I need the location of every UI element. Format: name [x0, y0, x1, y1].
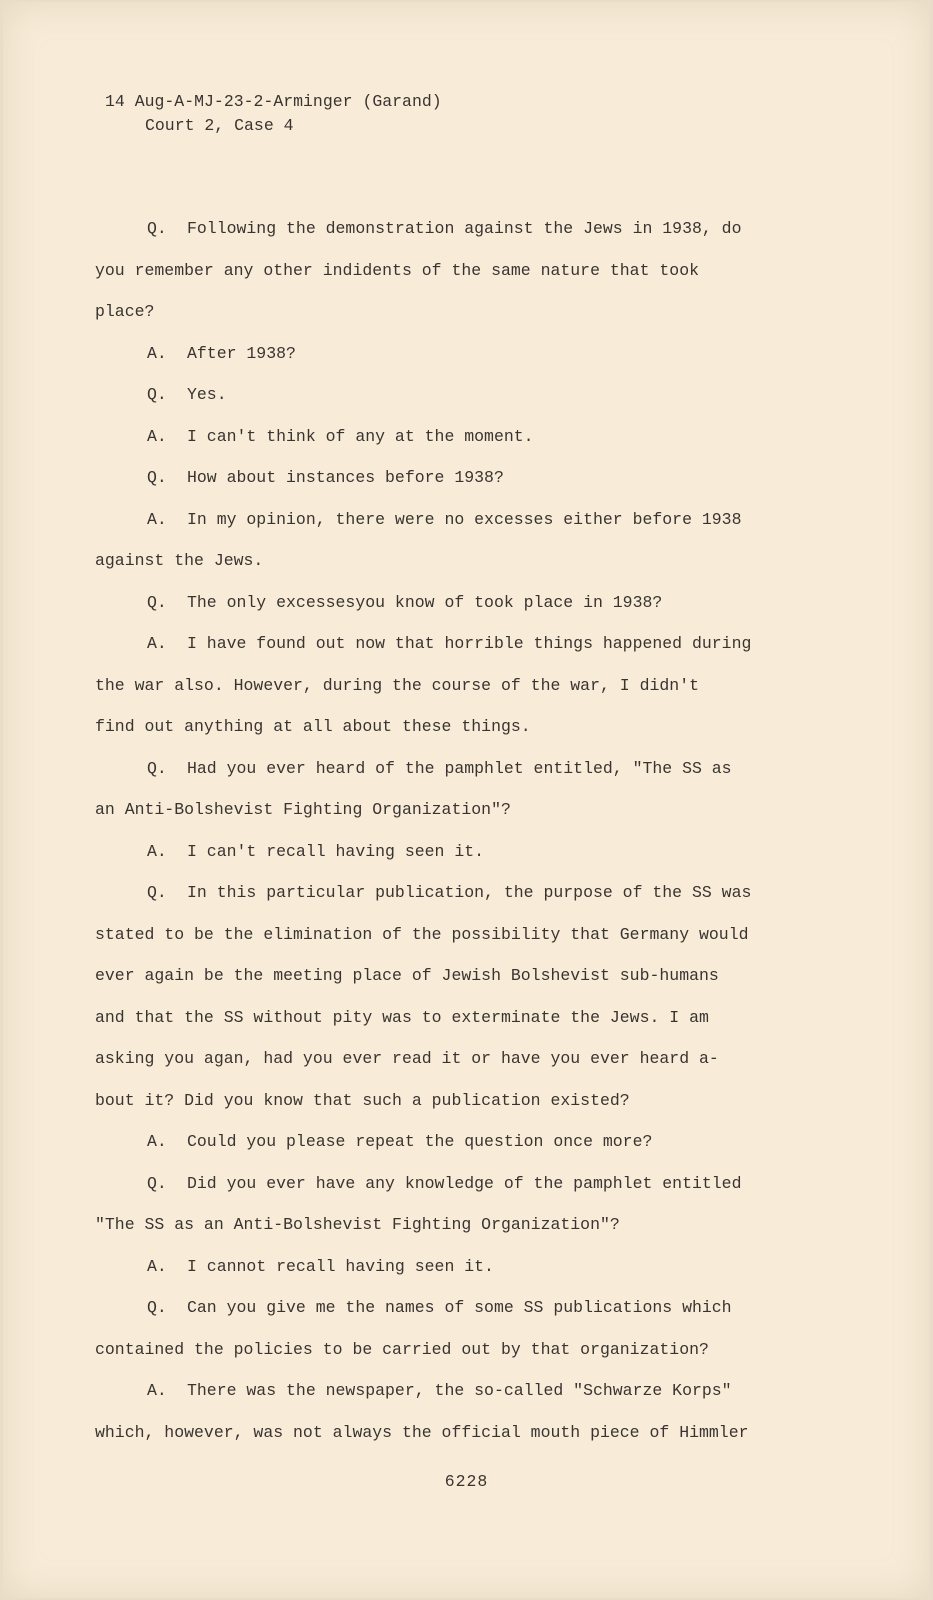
line-text: In this particular publication, the purpose of the SS was — [187, 883, 752, 902]
transcript-line — [95, 1121, 795, 1163]
line-text: you remember any other indidents of the same nature that took — [95, 260, 699, 280]
transcript-line — [95, 706, 795, 748]
question-paragraph — [95, 374, 795, 416]
document-header — [105, 90, 442, 138]
transcript-line — [95, 208, 795, 250]
transcript-line — [95, 872, 795, 914]
line-text: "The SS as an Anti-Bolshevist Fighting Organization"? — [95, 1215, 620, 1234]
line-text: bout it? Did you know that such a publication existed? — [95, 1090, 630, 1110]
transcript-line — [95, 291, 795, 333]
answer-paragraph — [95, 831, 795, 873]
line-text: The only excessesyou know of took place in 1938? — [187, 592, 663, 612]
line-text: ever again be the meeting place of Jewish Bolshevist sub-humans — [95, 966, 719, 985]
question-label: Q. — [147, 1173, 167, 1193]
answer-label: A. — [147, 426, 167, 446]
document-page — [3, 2, 930, 1598]
transcript-line — [95, 831, 795, 873]
question-paragraph — [95, 1287, 795, 1370]
line-text: an Anti-Bolshevist Fighting Organization"? — [95, 800, 511, 819]
transcript-line — [95, 1038, 795, 1080]
answer-paragraph — [95, 416, 795, 458]
transcript-line — [95, 333, 795, 375]
line-text: place? — [95, 302, 155, 321]
line-text: which, however, was not always the official mouth piece of Himmler — [95, 1422, 749, 1442]
line-text: How about instances before 1938? — [187, 468, 504, 487]
question-paragraph — [95, 748, 795, 831]
answer-paragraph — [95, 1121, 795, 1163]
transcript-line — [95, 748, 795, 790]
line-text: After 1938? — [187, 343, 296, 363]
transcript-line — [95, 457, 795, 499]
line-text: Could you please repeat the question once more? — [187, 1132, 653, 1151]
transcript-line — [95, 1163, 795, 1205]
page-number: 6228 — [444, 1472, 489, 1491]
transcript-line — [95, 582, 795, 624]
question-label: Q. — [147, 1298, 167, 1317]
line-text: find out anything at all about these things. — [95, 717, 531, 736]
answer-paragraph — [95, 1370, 795, 1453]
transcript-line — [95, 1370, 795, 1412]
transcript-line — [95, 955, 795, 997]
transcript-line — [95, 1287, 795, 1329]
line-text: asking you agan, had you ever read it or have you ever heard a- — [95, 1049, 719, 1068]
header-case-reference: 14 Aug-A-MJ-23-2-Arminger (Garand) — [105, 92, 442, 111]
answer-label: A. — [147, 1132, 167, 1151]
line-text: In my opinion, there were no excesses either before 1938 — [187, 509, 742, 529]
line-text: Had you ever heard of the pamphlet entitled, "The SS as — [187, 758, 732, 778]
question-label: Q. — [147, 385, 167, 404]
question-label: Q. — [147, 758, 167, 778]
answer-paragraph — [95, 1246, 795, 1288]
transcript-line — [95, 1246, 795, 1288]
question-label: Q. — [147, 219, 167, 238]
transcript-line — [95, 1080, 795, 1122]
line-text: Can you give me the names of some SS publications which — [187, 1298, 732, 1317]
transcript-line — [95, 789, 795, 831]
line-text: Yes. — [187, 385, 227, 404]
question-paragraph — [95, 582, 795, 624]
transcript-line — [95, 1412, 795, 1454]
question-label: Q. — [147, 883, 167, 902]
transcript-line — [95, 1204, 795, 1246]
line-text: I can't recall having seen it. — [187, 841, 485, 861]
line-text: Following the demonstration against the Jews in 1938, do — [187, 219, 742, 238]
answer-label: A. — [147, 343, 167, 363]
question-paragraph — [95, 1163, 795, 1246]
answer-paragraph — [95, 499, 795, 582]
answer-label: A. — [147, 1256, 167, 1276]
transcript-line — [95, 665, 795, 707]
answer-label: A. — [147, 509, 167, 529]
transcript-line — [95, 374, 795, 416]
line-text: and that the SS without pity was to exterminate the Jews. I am — [95, 1007, 709, 1027]
line-text: Did you ever have any knowledge of the pamphlet entitled — [187, 1173, 742, 1193]
line-text: against the Jews. — [95, 551, 264, 570]
line-text: contained the policies to be carried out by that organization? — [95, 1339, 709, 1359]
question-paragraph — [95, 208, 795, 333]
header-court-case: Court 2, Case 4 — [145, 116, 294, 135]
line-text: I have found out now that horrible things happened during — [187, 634, 752, 653]
question-label: Q. — [147, 592, 167, 612]
transcript-line — [95, 997, 795, 1039]
line-text: the war also. However, during the course of the war, I didn't — [95, 675, 699, 695]
line-text: I can't think of any at the moment. — [187, 426, 534, 446]
answer-paragraph — [95, 333, 795, 375]
question-paragraph — [95, 457, 795, 499]
line-text: There was the newspaper, the so-called "Schwarze Korps" — [187, 1381, 732, 1400]
question-paragraph — [95, 872, 795, 1121]
transcript-line — [95, 250, 795, 292]
transcript-body — [95, 208, 795, 1453]
answer-paragraph — [95, 623, 795, 748]
line-text: stated to be the elimination of the possibility that Germany would — [95, 924, 749, 944]
transcript-line — [95, 914, 795, 956]
line-text: I cannot recall having seen it. — [187, 1256, 494, 1276]
transcript-line — [95, 499, 795, 541]
transcript-line — [95, 1329, 795, 1371]
question-label: Q. — [147, 468, 167, 487]
transcript-line — [95, 416, 795, 458]
transcript-line — [95, 623, 795, 665]
answer-label: A. — [147, 1381, 167, 1400]
transcript-line — [95, 540, 795, 582]
answer-label: A. — [147, 634, 167, 653]
answer-label: A. — [147, 841, 167, 861]
